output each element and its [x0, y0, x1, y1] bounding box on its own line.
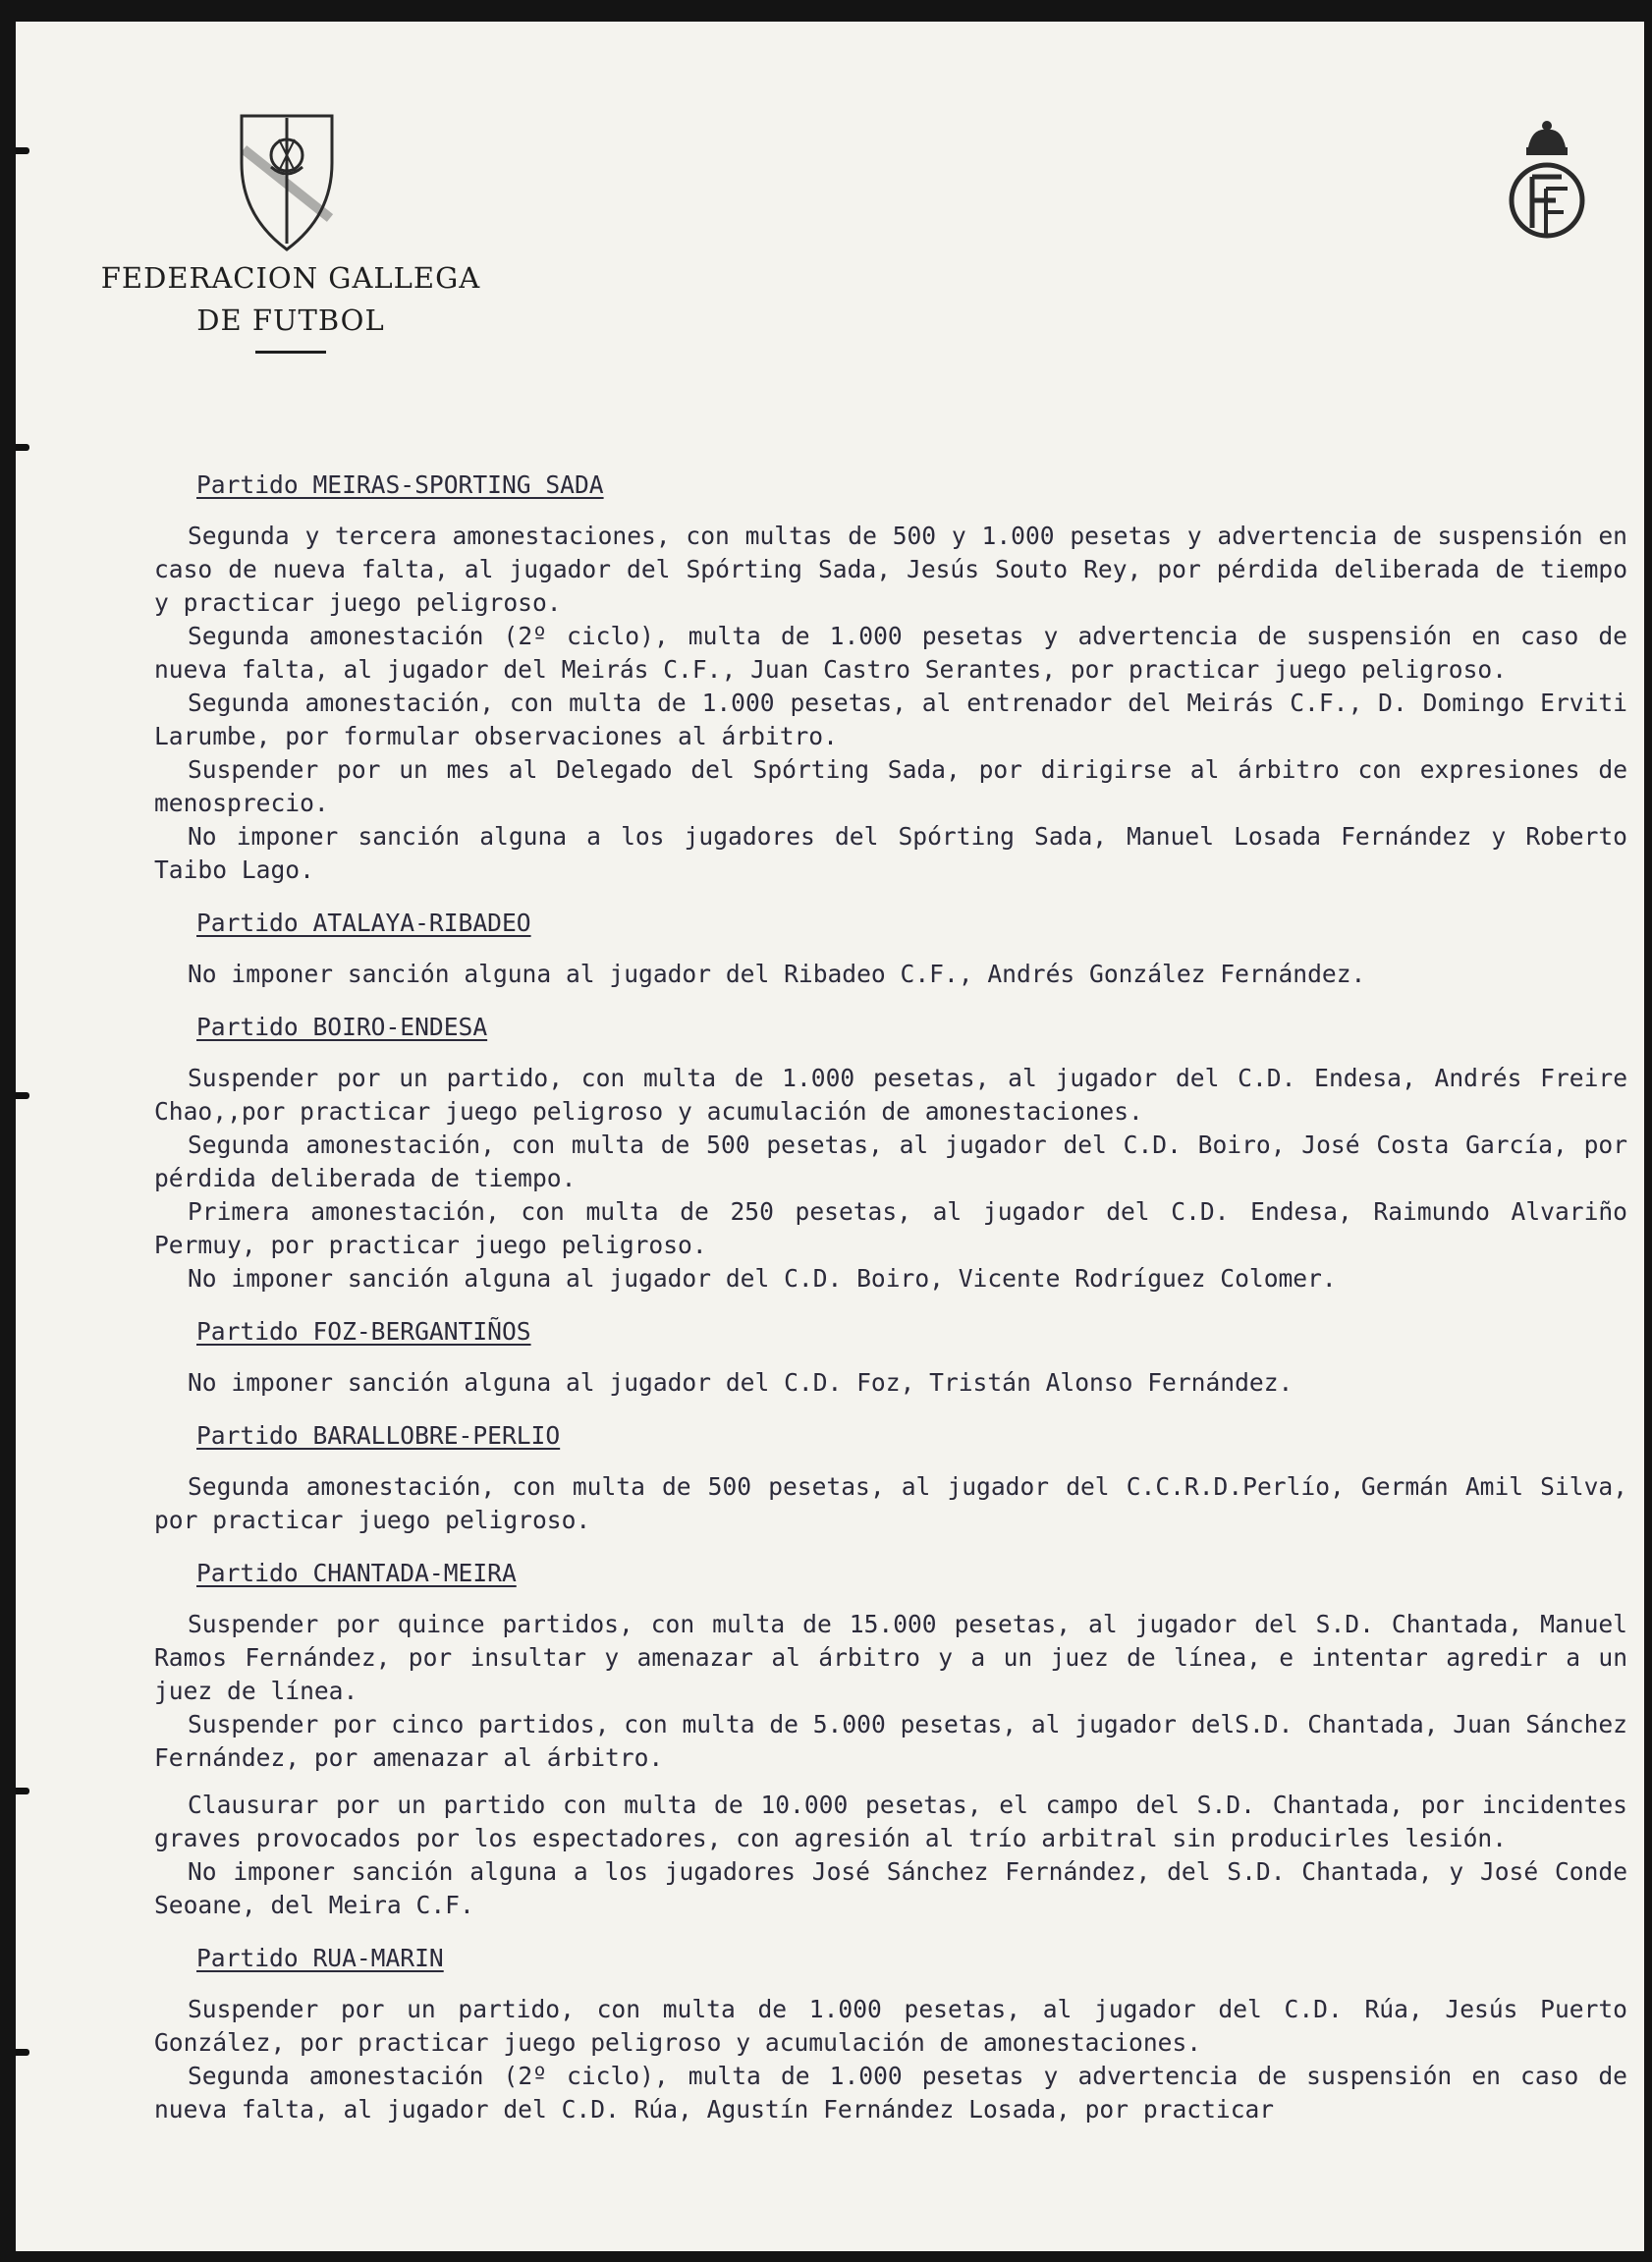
sanction-paragraph: Segunda amonestación, con multa de 1.000 pesetas, al entrenador del Meirás C.F., D. Domingo Erviti Larumbe, por formular observaciones al árbitro.	[154, 689, 1627, 750]
sanction-paragraph: No imponer sanción alguna al jugador del C.D. Foz, Tristán Alonso Fernández.	[188, 1368, 1294, 1397]
match-heading: Partido BARALLOBRE-PERLIO	[196, 1421, 561, 1450]
sanction-paragraph: Suspender por quince partidos, con multa de 15.000 pesetas, al jugador del S.D. Chantada, Manuel Ramos Fernández, por insultar y amenazar al árbitro y a un juez de línea, e intentar agredir a un juez de línea.	[154, 1610, 1627, 1705]
binder-hole-mark	[16, 1092, 29, 1099]
document-body	[154, 469, 1627, 2146]
sanction-paragraph: No imponer sanción alguna al jugador del C.D. Boiro, Vicente Rodríguez Colomer.	[188, 1264, 1337, 1293]
sanction-paragraph: Clausurar por un partido con multa de 10.000 pesetas, el campo del S.D. Chantada, por incidentes graves provocados por los espectadores, con agresión al trío arbitral sin producirles lesión.	[154, 1791, 1627, 1852]
match-heading: Partido RUA-MARIN	[196, 1944, 444, 1972]
sanction-paragraph: Segunda amonestación, con multa de 500 pesetas, al jugador del C.C.R.D.Perlío, Germán Amil Silva, por practicar juego peligroso.	[154, 1472, 1627, 1534]
sanction-paragraph: Segunda amonestación (2º ciclo), multa de 1.000 pesetas y advertencia de suspensión en caso de nueva falta, al jugador del C.D. Rúa, Agustín Fernández Losada, por practicar	[154, 2062, 1627, 2124]
sanction-paragraph: Segunda amonestación (2º ciclo), multa de 1.000 pesetas y advertencia de suspensión en caso de nueva falta, al jugador del Meirás C.F., Juan Castro Serantes, por practicar juego peligroso.	[154, 622, 1627, 684]
sanction-paragraph: Segunda amonestación, con multa de 500 pesetas, al jugador del C.D. Boiro, José Costa García, por pérdida deliberada de tiempo.	[154, 1131, 1627, 1192]
letterhead-rule	[255, 351, 326, 354]
binder-hole-mark	[16, 1788, 29, 1794]
match-section-meiras-sporting-sada	[154, 469, 1627, 887]
letterhead-line-1: FEDERACION GALLEGA	[100, 261, 481, 295]
match-section-atalaya-ribadeo	[154, 907, 1627, 991]
royal-spanish-federation-crest-icon	[1503, 118, 1591, 249]
match-heading: Partido CHANTADA-MEIRA	[196, 1559, 517, 1587]
binder-hole-mark	[16, 444, 29, 451]
letterhead	[84, 257, 497, 354]
sanction-paragraph: No imponer sanción alguna a los jugadores José Sánchez Fernández, del S.D. Chantada, y José Conde Seoane, del Meira C.F.	[154, 1857, 1627, 1919]
binder-hole-mark	[16, 2049, 29, 2056]
sanction-paragraph: Segunda y tercera amonestaciones, con multas de 500 y 1.000 pesetas y advertencia de suspensión en caso de nueva falta, al jugador del Spórting Sada, Jesús Souto Rey, por pérdida deliberada de tiempo y practicar juego peligroso.	[154, 522, 1627, 617]
sanction-paragraph: Suspender por cinco partidos, con multa de 5.000 pesetas, al jugador delS.D. Chantada, Juan Sánchez Fernández, por amenazar al árbitro.	[154, 1710, 1627, 1772]
sanction-paragraph: No imponer sanción alguna a los jugadores del Spórting Sada, Manuel Losada Fernández y Roberto Taibo Lago.	[154, 822, 1627, 884]
sanction-paragraph: Suspender por un partido, con multa de 1.000 pesetas, al jugador del C.D. Rúa, Jesús Puerto González, por practicar juego peligroso y acumulación de amonestaciones.	[154, 1995, 1627, 2057]
match-heading: Partido FOZ-BERGANTIÑOS	[196, 1317, 531, 1346]
match-section-boiro-endesa	[154, 1011, 1627, 1296]
sanction-paragraph: Primera amonestación, con multa de 250 pesetas, al jugador del C.D. Endesa, Raimundo Alvariño Permuy, por practicar juego peligroso.	[154, 1197, 1627, 1259]
match-heading: Partido ATALAYA-RIBADEO	[196, 909, 531, 937]
galician-federation-shield-icon	[236, 110, 338, 255]
match-section-chantada-meira	[154, 1557, 1627, 1922]
letterhead-line-2: DE FUTBOL	[196, 303, 385, 337]
sanction-paragraph: No imponer sanción alguna al jugador del Ribadeo C.F., Andrés González Fernández.	[188, 960, 1366, 988]
match-section-foz-berganti	[154, 1315, 1627, 1400]
match-heading: Partido BOIRO-ENDESA	[196, 1013, 488, 1041]
sanction-paragraph: Suspender por un mes al Delegado del Spórting Sada, por dirigirse al árbitro con expresiones de menosprecio.	[154, 755, 1627, 817]
match-heading: Partido MEIRAS-SPORTING SADA	[196, 470, 604, 499]
binder-hole-mark	[16, 147, 29, 154]
sanction-paragraph: Suspender por un partido, con multa de 1.000 pesetas, al jugador del C.D. Endesa, Andrés Freire Chao,,por practicar juego peligroso y acumulación de amonestaciones.	[154, 1064, 1627, 1126]
document-page	[16, 22, 1644, 2251]
match-section-rua-marin	[154, 1942, 1627, 2126]
match-section-barallobre-perlio	[154, 1419, 1627, 1537]
